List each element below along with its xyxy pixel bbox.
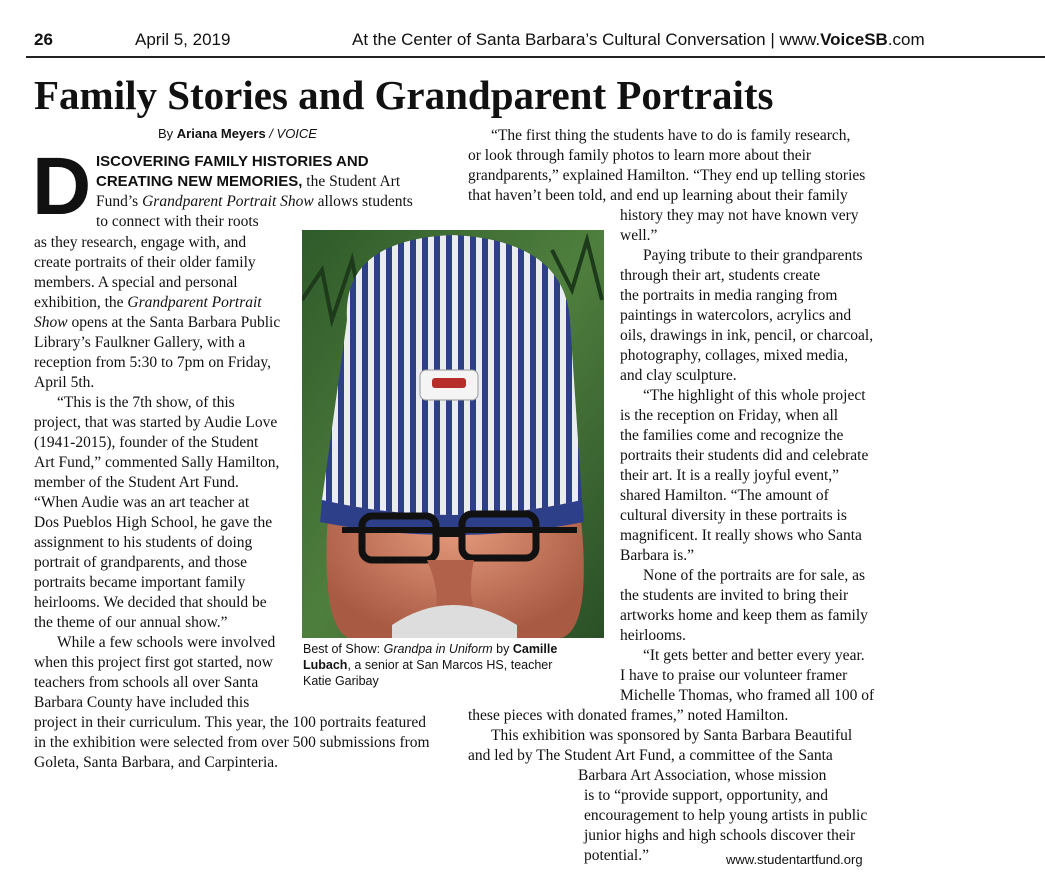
line-segment: teachers from schools all over Santa	[34, 674, 259, 691]
lead-line	[96, 212, 259, 232]
body-line-col1	[34, 613, 228, 633]
body-line-col2	[620, 546, 694, 566]
body-line-col2	[578, 766, 826, 786]
body-line-col1	[34, 453, 279, 473]
page-number: 26	[34, 30, 53, 49]
body-line-col2	[468, 706, 788, 726]
line-segment: the Student Art	[302, 173, 401, 190]
body-line-col2	[620, 606, 868, 626]
body-line-col2	[620, 226, 657, 246]
line-segment: when this project first got started, now	[34, 654, 273, 671]
site-prefix: www.	[779, 30, 821, 49]
line-segment: Barbara is.”	[620, 547, 695, 564]
body-line-col2	[620, 446, 868, 466]
body-line-col1	[57, 633, 275, 653]
body-line-col1	[34, 333, 245, 353]
body-line-col2	[620, 526, 862, 546]
body-line-col1	[34, 573, 245, 593]
body-line-col1	[34, 593, 267, 613]
body-line-col2	[584, 826, 855, 846]
body-line-col2	[584, 786, 828, 806]
caption-line-2	[303, 657, 557, 673]
portrait-photo	[302, 230, 604, 638]
caption-details: , a senior at San Marcos HS, teacher	[347, 658, 553, 672]
line-segment: these pieces with donated frames,” noted Hamilton.	[468, 707, 789, 724]
line-segment: Fund’s	[96, 193, 143, 210]
body-line-col1	[34, 413, 277, 433]
body-line-col2	[620, 286, 837, 306]
site-domain: VoiceSB	[820, 30, 888, 49]
body-line-col1	[34, 253, 256, 273]
body-line-col2	[620, 506, 847, 526]
caption-line-1	[303, 641, 557, 657]
line-segment: oils, drawings in ink, pencil, or charcoal,	[620, 327, 874, 344]
line-segment: I have to praise our volunteer framer	[620, 667, 848, 684]
article-title: Family Stories and Grandparent Portraits	[34, 72, 774, 118]
line-segment: artworks home and keep them as family	[620, 607, 868, 624]
caption-artist-last: Lubach	[303, 658, 348, 672]
byline-author: Ariana Meyers	[176, 126, 266, 141]
line-segment: through their art, students create	[620, 267, 821, 284]
body-line-col1	[34, 233, 246, 253]
line-segment: their art. It is a really joyful event,”	[620, 467, 840, 484]
header-rule	[26, 56, 1045, 58]
line-segment: Paying tribute to their grandparents	[643, 247, 863, 264]
line-segment: and clay sculpture.	[620, 367, 737, 384]
line-segment: allows students	[313, 193, 413, 210]
body-line-col2	[643, 646, 865, 666]
body-line-col1	[34, 553, 247, 573]
line-segment: Barbara Art Association, whose mission	[578, 767, 827, 784]
line-segment: that haven’t been told, and end up learning about their family	[468, 187, 848, 204]
body-line-col1	[34, 693, 249, 713]
body-line-col2	[620, 346, 848, 366]
body-line-col2	[468, 166, 865, 186]
body-line-col2	[620, 486, 829, 506]
line-segment: Goleta, Santa Barbara, and Carpinteria.	[34, 754, 279, 771]
body-line-col2	[584, 806, 867, 826]
body-line-col2	[620, 266, 820, 286]
caption-artwork-title: Grandpa in Uniform	[383, 642, 493, 656]
line-segment: “It gets better and better every year.	[643, 647, 865, 664]
line-segment: While a few schools were involved	[57, 634, 276, 651]
caption-prefix: Best of Show:	[303, 642, 384, 656]
line-segment: and led by The Student Art Fund, a committee of the Santa	[468, 747, 833, 764]
body-line-col1	[34, 733, 430, 753]
line-segment: Grandparent Portrait	[127, 294, 262, 311]
caption-line-3: Katie Garibay	[303, 674, 379, 688]
body-line-col2	[620, 666, 847, 686]
line-segment: or look through family photos to learn more about their	[468, 147, 812, 164]
body-line-col1	[34, 533, 252, 553]
body-line-col2	[643, 566, 865, 586]
line-segment: Barbara County have included this	[34, 694, 250, 711]
body-line-col1	[34, 373, 94, 393]
line-segment: the theme of our annual show.”	[34, 614, 228, 631]
line-segment: portraits their students did and celebrate	[620, 447, 869, 464]
line-segment: Grandparent Portrait Show	[142, 193, 314, 210]
grandpa-portrait-image	[302, 230, 604, 638]
line-segment: the portraits in media ranging from	[620, 287, 838, 304]
line-segment: grandparents,” explained Hamilton. “They end up telling stories	[468, 167, 866, 184]
lead-line	[96, 192, 413, 212]
line-segment: assignment to his students of doing	[34, 534, 253, 551]
body-line-col1	[34, 513, 272, 533]
body-line-col2	[643, 246, 863, 266]
line-segment: history they may not have known very	[620, 207, 859, 224]
line-segment: “The first thing the students have to do is family research,	[491, 127, 851, 144]
line-segment: junior highs and high schools discover their	[584, 827, 856, 844]
body-line-col2	[468, 146, 811, 166]
body-line-col2	[468, 186, 848, 206]
body-line-col1	[34, 713, 426, 733]
line-segment: April 5th.	[34, 374, 95, 391]
line-segment: members. A special and personal	[34, 274, 238, 291]
website-link[interactable]: www.studentartfund.org	[726, 852, 863, 867]
body-line-col1	[34, 653, 273, 673]
line-segment: ISCOVERING FAMILY HISTORIES AND	[96, 153, 369, 170]
line-segment: heirlooms. We decided that should be	[34, 594, 267, 611]
body-line-col2	[620, 206, 858, 226]
line-segment: portraits became important family	[34, 574, 246, 591]
line-segment: the families come and recognize the	[620, 427, 844, 444]
body-line-col2	[468, 746, 833, 766]
line-segment: magnificent. It really shows who Santa	[620, 527, 862, 544]
body-line-col2	[620, 466, 839, 486]
line-segment: None of the portraits are for sale, as	[643, 567, 866, 584]
tagline-text: At the Center of Santa Barbara’s Cultural Conversation	[352, 30, 766, 49]
body-line-col1	[34, 313, 280, 333]
byline	[158, 126, 317, 141]
line-segment: “This is the 7th show, of this	[57, 394, 235, 411]
body-line-col1	[34, 493, 249, 513]
byline-outlet: / VOICE	[265, 126, 317, 141]
body-line-col1	[34, 433, 258, 453]
line-segment: member of the Student Art Fund.	[34, 474, 239, 491]
body-line-col2	[620, 426, 843, 446]
body-line-col2	[620, 626, 686, 646]
line-segment: This exhibition was sponsored by Santa Barbara Beautiful	[491, 727, 853, 744]
line-segment: shared Hamilton. “The amount of	[620, 487, 829, 504]
site-link[interactable]	[779, 30, 924, 49]
line-segment: project, that was started by Audie Love	[34, 414, 278, 431]
line-segment: to connect with their roots	[96, 213, 259, 230]
line-segment: reception from 5:30 to 7pm on Friday,	[34, 354, 272, 371]
header-separator: |	[770, 30, 775, 49]
byline-by: By	[158, 126, 177, 141]
body-line-col1	[34, 353, 271, 373]
body-line-col2	[643, 386, 866, 406]
body-line-col1	[34, 473, 239, 493]
line-segment: potential.”	[584, 847, 649, 864]
body-line-col2	[620, 586, 848, 606]
line-segment: create portraits of their older family	[34, 254, 256, 271]
line-segment: (1941-2015), founder of the Student	[34, 434, 259, 451]
page-header	[0, 30, 1045, 56]
lead-line	[96, 152, 369, 172]
drop-cap: D	[32, 141, 92, 232]
body-line-col2	[620, 406, 838, 426]
line-segment: Michelle Thomas, who framed all 100 of	[620, 687, 875, 704]
issue-date: April 5, 2019	[135, 30, 231, 49]
line-segment: is the reception on Friday, when all	[620, 407, 839, 424]
line-segment: “When Audie was an art teacher at	[34, 494, 250, 511]
body-line-col1	[57, 393, 235, 413]
caption-by: by	[492, 642, 513, 656]
line-segment: the students are invited to bring their	[620, 587, 849, 604]
lead-line	[96, 172, 400, 192]
photo-caption	[303, 641, 557, 689]
line-segment: exhibition, the	[34, 294, 128, 311]
line-segment: opens at the Santa Barbara Public	[67, 314, 281, 331]
line-segment: CREATING NEW MEMORIES,	[96, 173, 303, 190]
line-segment: portrait of grandparents, and those	[34, 554, 248, 571]
line-segment: Art Fund,” commented Sally Hamilton,	[34, 454, 280, 471]
line-segment: is to “provide support, opportunity, and	[584, 787, 828, 804]
body-line-col2	[620, 326, 873, 346]
site-suffix: .com	[887, 30, 925, 49]
body-line-col1	[34, 293, 262, 313]
body-line-col2	[584, 846, 649, 866]
caption-artist-first: Camille	[512, 642, 558, 656]
body-line-col2	[620, 686, 874, 706]
line-segment: encouragement to help young artists in public	[584, 807, 868, 824]
line-segment: photography, collages, mixed media,	[620, 347, 848, 364]
line-segment: paintings in watercolors, acrylics and	[620, 307, 852, 324]
line-segment: Show	[34, 314, 68, 331]
line-segment: cultural diversity in these portraits is	[620, 507, 847, 524]
line-segment: in the exhibition were selected from over 500 submissions from	[34, 734, 430, 751]
body-line-col1	[34, 753, 278, 773]
body-line-col2	[620, 306, 851, 326]
body-line-col2	[620, 366, 737, 386]
body-line-col2	[491, 726, 852, 746]
body-line-col2	[491, 126, 850, 146]
line-segment: well.”	[620, 227, 658, 244]
header-tagline	[352, 30, 925, 50]
line-segment: as they research, engage with, and	[34, 234, 247, 251]
body-line-col1	[34, 273, 238, 293]
line-segment: heirlooms.	[620, 627, 686, 644]
line-segment: Library’s Faulkner Gallery, with a	[34, 334, 246, 351]
line-segment: “The highlight of this whole project	[643, 387, 866, 404]
line-segment: project in their curriculum. This year, the 100 portraits featured	[34, 714, 427, 731]
body-line-col1	[34, 673, 258, 693]
line-segment: Dos Pueblos High School, he gave the	[34, 514, 273, 531]
